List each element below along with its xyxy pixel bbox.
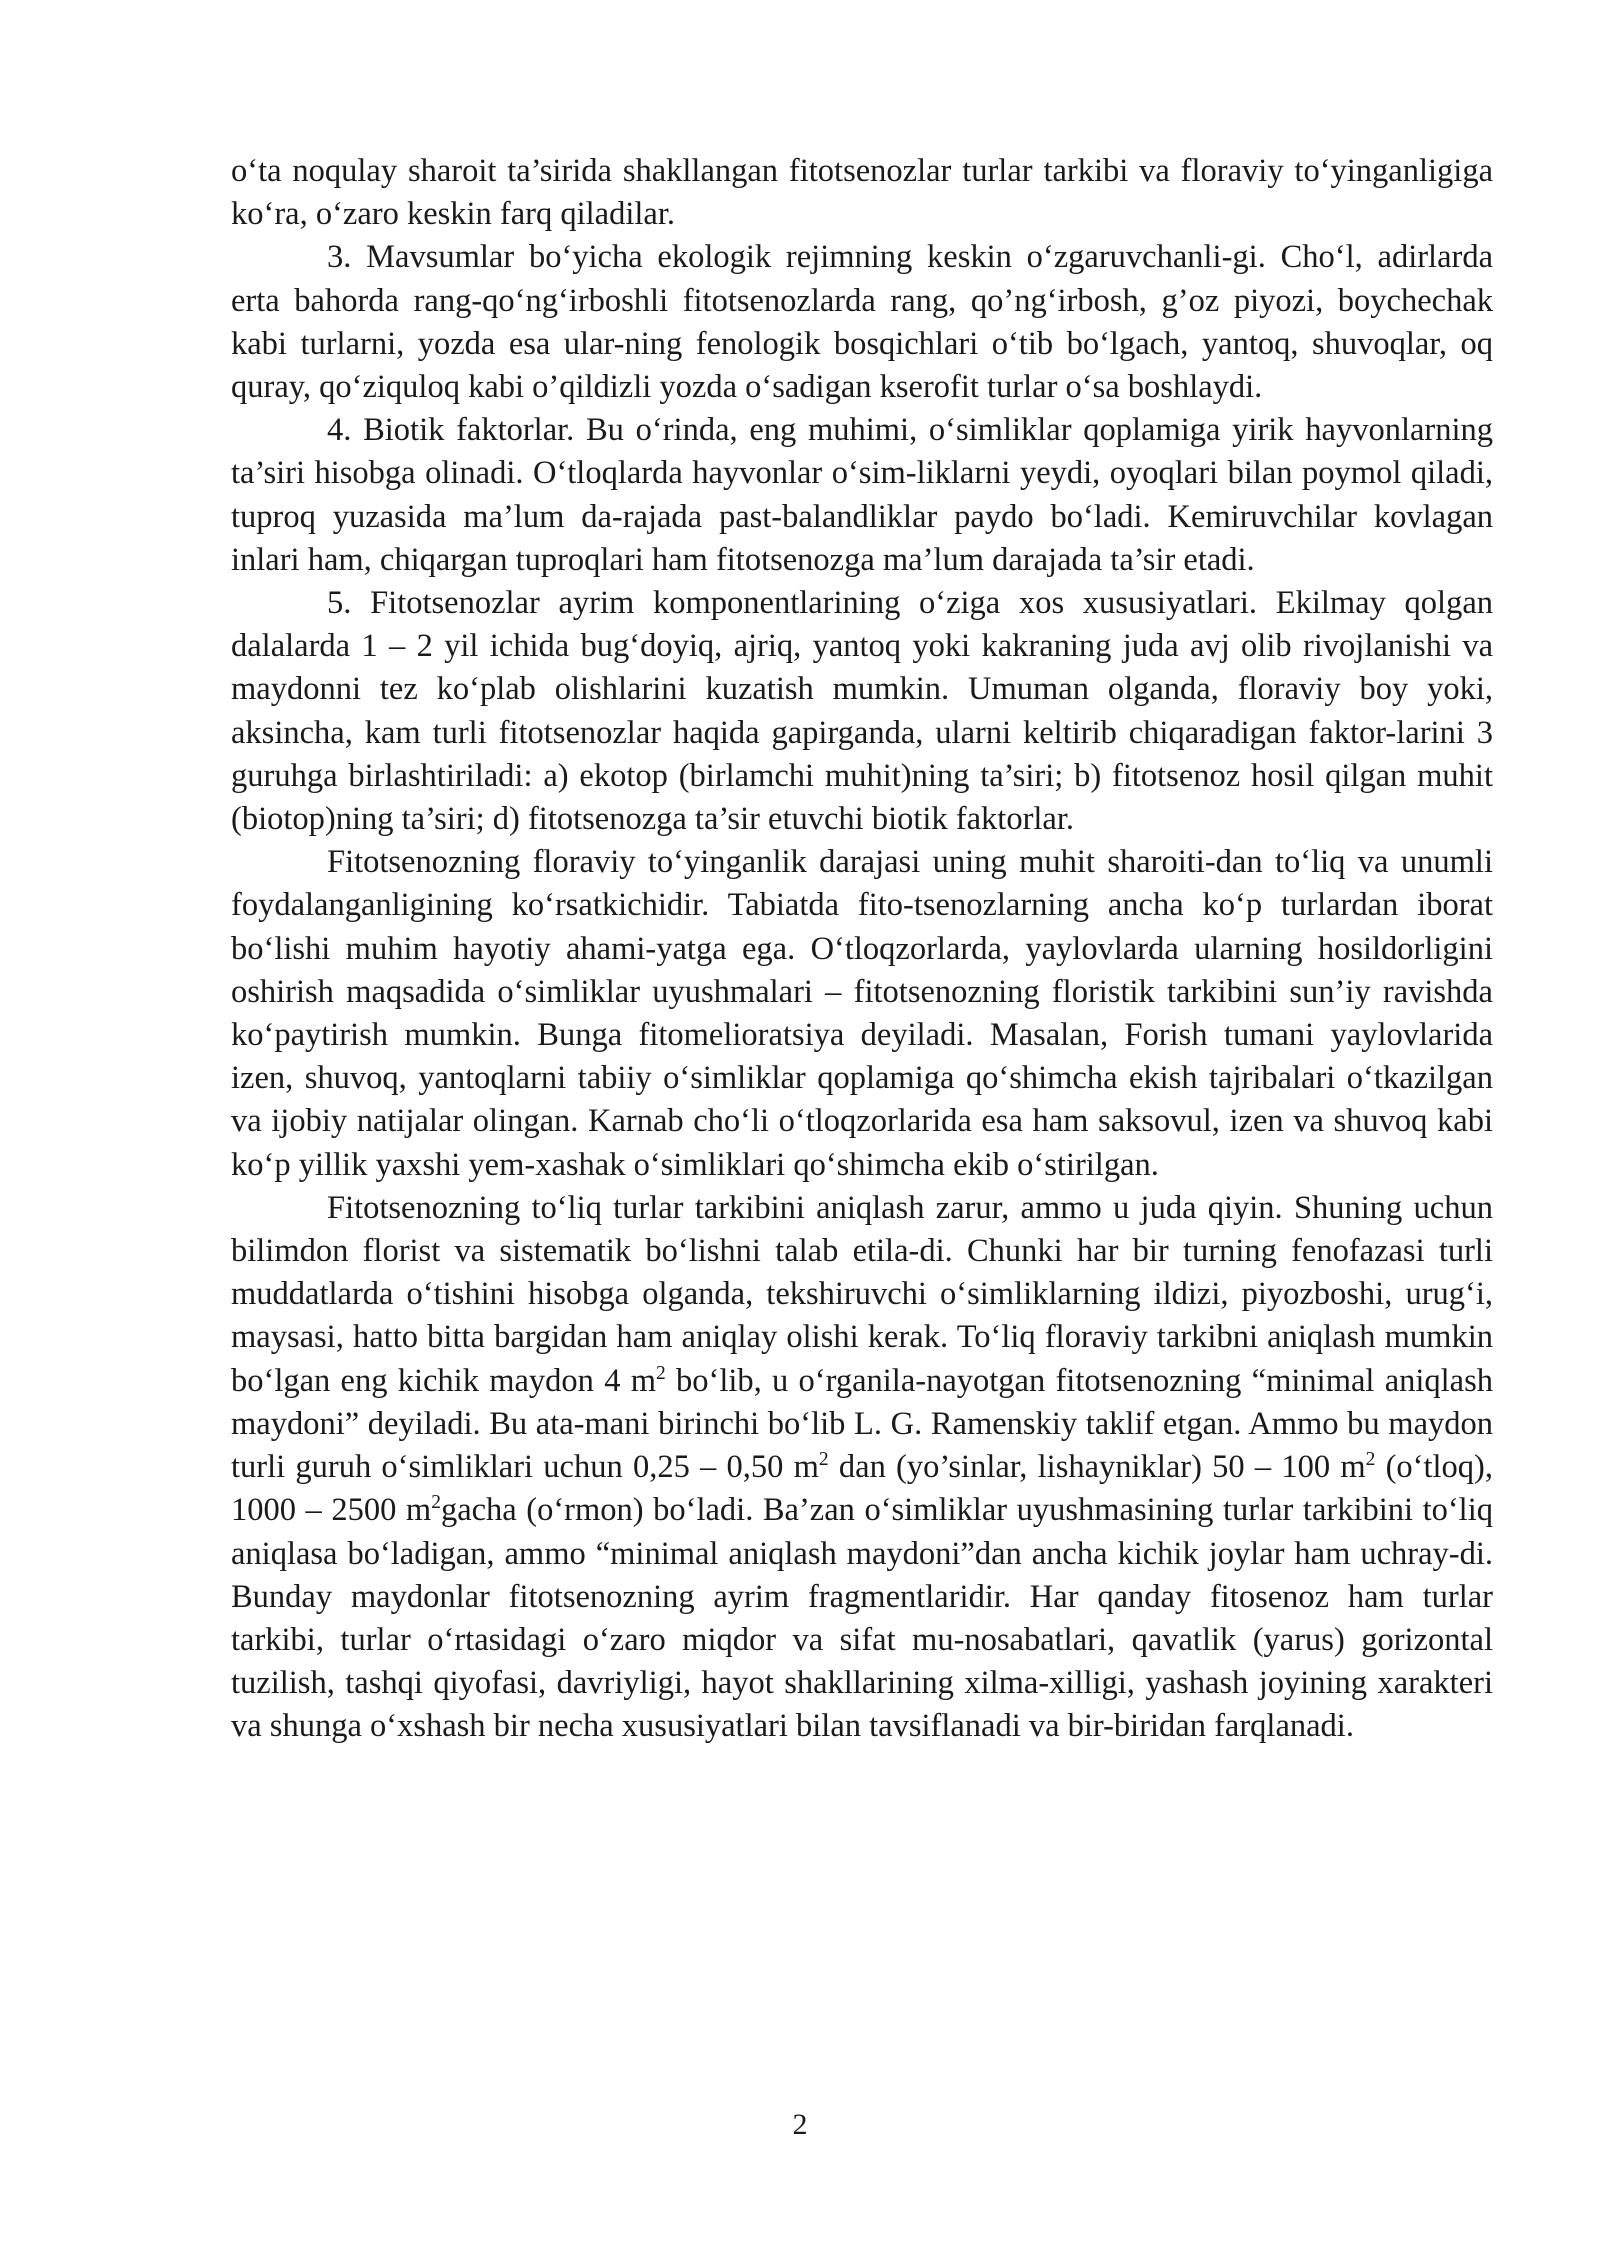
paragraph	[231, 841, 1493, 1187]
paragraph-text: 3. Mavsumlar bo‘yicha ekologik rejimning keskin o‘zgaruvchanli-gi. Cho‘l, adirlarda erta bahorda rang-qo‘ng‘irboshli fitotsenozlarda rang, qo’ng‘irbosh, g’oz piyozi, boychechak kabi turlarni, yozda esa ular-ning fenologik bosqichlari o‘tib bo‘lgach, yantoq, shuvoqlar, oq quray, qo‘ziquloq kabi o’qildizli yozda o‘sadigan kserofit turlar o‘sa boshlaydi.	[231, 239, 1493, 406]
superscript: 2	[656, 1362, 666, 1384]
paragraph-text: 4. Biotik faktorlar. Bu o‘rinda, eng muhimi, o‘simliklar qoplamiga yirik hayvonlarning ta’siri hisobga olinadi. O‘tloqlarda hayvonlar o‘sim-liklarni yeydi, oyoqlari bilan poymol qiladi, tuproq yuzasida ma’lum da-rajada past-balandliklar paydo bo‘ladi. Kemiruvchilar kovlagan inlari ham, chiqargan tuproqlari ham fitotsenozga ma’lum darajada ta’sir etadi.	[231, 412, 1493, 578]
paragraph	[231, 1187, 1493, 1749]
paragraph	[231, 582, 1493, 841]
paragraph-text: Fitotsenozning floraviy to‘yinganlik darajasi uning muhit sharoiti-dan to‘liq va unumli foydalanganligining ko‘rsatkichidir. Tabiatda fito-tsenozlarning ancha ko‘p turlardan iborat bo‘lishi muhim hayotiy ahami-yatga ega. O‘tloqzorlarda, yaylovlarda ularning hosildorligini oshirish maqsadida o‘simliklar uyushmalari – fitotsenozning floristik tarkibini sun’iy ravishda ko‘paytirish mumkin. Bunga fitomelioratsiya deyiladi. Masalan, Forish tumani yaylovlarida izen, shuvoq, yantoqlarni tabiiy o‘simliklar qoplamiga qo‘shimcha ekish tajribalari o‘tkazilgan va ijobiy natijalar olingan. Karnab cho‘li o‘tloqzorlarida esa ham saksovul, izen va shuvoq kabi ko‘p yillik yaxshi yem-xashak o‘simliklari qo‘shimcha ekib o‘stirilgan.	[231, 844, 1493, 1183]
superscript: 2	[431, 1492, 441, 1514]
superscript: 2	[818, 1449, 829, 1471]
paragraph-text: 5. Fitotsenozlar ayrim komponentlarining o‘ziga xos xususiyatlari. Ekilmay qolgan dalalarda 1 – 2 yil ichida bug‘doyiq, ajriq, yantoq yoki kakraning juda avj olib rivojlanishi va maydonni tez ko‘plab olishlarini kuzatish mumkin. Umuman olganda, floraviy boy yoki, aksincha, kam turli fitotsenozlar haqida gapirganda, ularni keltirib chiqaradigan faktor-larini 3 guruhga birlashtiriladi: a) ekotop (birlamchi muhit)ning ta’siri; b) fitotsenoz hosil qilgan muhit (biotop)ning ta’siri; d) fitotsenozga ta’sir etuvchi biotik faktorlar.	[231, 585, 1493, 838]
paragraph-text: (o‘tloq), 1000 – 2500 m	[231, 1449, 1493, 1529]
superscript: 2	[1365, 1449, 1376, 1471]
paragraph	[231, 236, 1493, 409]
paragraph-text: o‘ta noqulay sharoit ta’sirida shakllangan fitotsenozlar turlar tarkibi va floraviy to‘yinganligiga ko‘ra, o‘zaro keskin farq qiladilar.	[231, 153, 1493, 233]
page-number: 2	[792, 2108, 808, 2141]
paragraph-text: dan (yo’sinlar, lishayniklar) 50 – 100 m	[828, 1449, 1366, 1486]
document-body	[231, 150, 1493, 1749]
paragraph-text: gacha (o‘rmon) bo‘ladi. Ba’zan o‘simliklar uyushmasining turlar tarkibini to‘liq aniqlasa bo‘ladigan, ammo “minimal aniqlash maydoni”dan ancha kichik joylar ham uchray-di. Bunday maydonlar fitotsenozning ayrim fragmentlaridir. Har qanday fitosenoz ham turlar tarkibi, turlar o‘rtasidagi o‘zaro miqdor va sifat mu-nosabatlari, qavatlik (yarus) gorizontal tuzilish, tashqi qiyofasi, davriyligi, hayot shakllarining xilma-xilligi, yashash joyining xarakteri va shunga o‘xshash bir necha xususiyatlari bilan tavsiflanadi va bir-biridan farqlanadi.	[231, 1492, 1493, 1745]
paragraph-text: bo‘lib, u o‘rganila-nayotgan fitotsenozning “minimal aniqlash maydoni” deyiladi. Bu ata-mani birinchi bo‘lib L. G. Ramenskiy taklif etgan. Ammo bu maydon turli guruh o‘simliklari uchun 0,25 – 0,50 m	[231, 1362, 1494, 1486]
paragraph	[231, 409, 1493, 582]
paragraph-text: Fitotsenozning to‘liq turlar tarkibini aniqlash zarur, ammo u juda qiyin. Shuning uchun bilimdon florist va sistematik bo‘lishni talab etila-di. Chunki har bir turning fenofazasi turli muddatlarda o‘tishini hisobga olganda, tekshiruvchi o‘simliklarning ildizi, piyozboshi, urug‘i, maysasi, hatto bitta bargidan ham aniqlay olishi kerak. To‘liq floraviy tarkibni aniqlash mumkin bo‘lgan eng kichik maydon 4 m	[231, 1189, 1493, 1399]
paragraph	[231, 150, 1493, 236]
